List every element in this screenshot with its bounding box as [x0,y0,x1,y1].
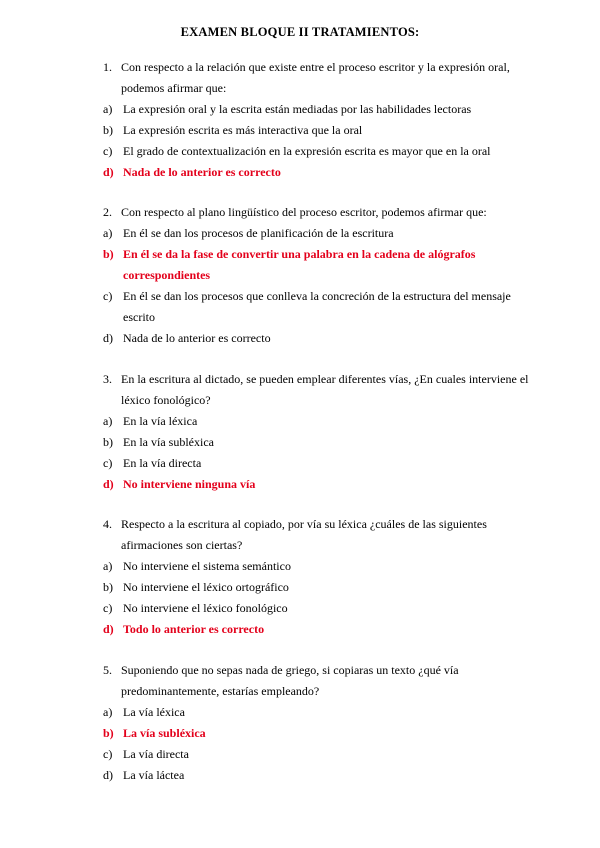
option-c [103,598,533,619]
option-text: Nada de lo anterior es correcto [123,331,271,345]
option-a [103,99,533,120]
option-letter: c) [103,747,113,761]
question-number: 1. [103,60,112,74]
option-letter: c) [103,456,113,470]
option-letter: d) [103,622,114,636]
option-letter: c) [103,144,113,158]
option-text: La expresión oral y la escrita están mediadas por las habilidades lectoras [123,102,472,116]
question-text: Con respecto a la relación que existe entre el proceso escritor y la expresión oral, podemos afirmar que: [121,60,510,95]
option-d-correct [103,162,533,183]
question-5 [103,660,533,786]
option-text: La vía directa [123,747,189,761]
question-number: 2. [103,205,112,219]
option-letter: d) [103,768,113,782]
option-a [103,702,533,723]
question-text: Suponiendo que no sepas nada de griego, si copiaras un texto ¿qué vía predominantemente, estarías empleando? [121,663,459,698]
question-number: 5. [103,663,112,677]
option-text: La expresión escrita es más interactiva que la oral [123,123,363,137]
question-text: En la escritura al dictado, se pueden emplear diferentes vías, ¿En cuales interviene el léxico fonológico? [121,372,529,407]
option-text: La vía léxica [123,705,185,719]
option-letter: b) [103,580,113,594]
option-c [103,744,533,765]
option-text: En la vía directa [123,456,202,470]
option-text: En la vía léxica [123,414,198,428]
option-a [103,411,533,432]
option-text: No interviene el léxico fonológico [123,601,288,615]
option-text: No interviene el léxico ortográfico [123,580,289,594]
option-text: El grado de contextualización en la expresión escrita es mayor que en la oral [123,144,491,158]
page-title: EXAMEN BLOQUE II TRATAMIENTOS: [180,25,420,39]
option-d [103,328,533,349]
question-4 [103,514,533,640]
option-letter: a) [103,414,113,428]
option-text: En la vía subléxica [123,435,214,449]
option-text: No interviene ninguna vía [123,477,256,491]
option-b-correct [103,244,533,286]
question-text: Respecto a la escritura al copiado, por vía su léxica ¿cuáles de las siguientes afirmaciones son ciertas? [121,517,487,552]
option-letter: a) [103,226,113,240]
option-d-correct [103,474,533,495]
option-letter: a) [103,559,113,573]
option-text: La vía subléxica [123,726,206,740]
question-number: 4. [103,517,112,531]
option-b-correct [103,723,533,744]
option-text: La vía láctea [123,768,185,782]
option-c [103,141,533,162]
option-letter: a) [103,102,113,116]
option-letter: d) [103,331,113,345]
option-letter: a) [103,705,113,719]
question-3 [103,369,533,495]
question-1 [103,57,533,183]
option-letter: b) [103,726,114,740]
option-a [103,556,533,577]
option-letter: c) [103,601,113,615]
option-letter: c) [103,289,113,303]
option-letter: d) [103,165,114,179]
question-2 [103,202,533,349]
question-number: 3. [103,372,112,386]
option-text: Todo lo anterior es correcto [123,622,265,636]
option-d [103,765,533,786]
option-d-correct [103,619,533,640]
option-text: En él se dan los procesos de planificación de la escritura [123,226,394,240]
option-letter: b) [103,247,114,261]
option-c [103,286,533,328]
option-letter: b) [103,435,113,449]
option-text: En él se dan los procesos que conlleva la concreción de la estructura del mensaje escrito [123,289,511,324]
option-text: No interviene el sistema semántico [123,559,291,573]
option-b [103,120,533,141]
option-text: En él se da la fase de convertir una palabra en la cadena de alógrafos correspondientes [123,247,476,282]
question-text: Con respecto al plano lingüístico del proceso escritor, podemos afirmar que: [121,205,487,219]
option-b [103,577,533,598]
option-letter: b) [103,123,113,137]
option-a [103,223,533,244]
option-letter: d) [103,477,114,491]
option-text: Nada de lo anterior es correcto [123,165,281,179]
option-b [103,432,533,453]
option-c [103,453,533,474]
